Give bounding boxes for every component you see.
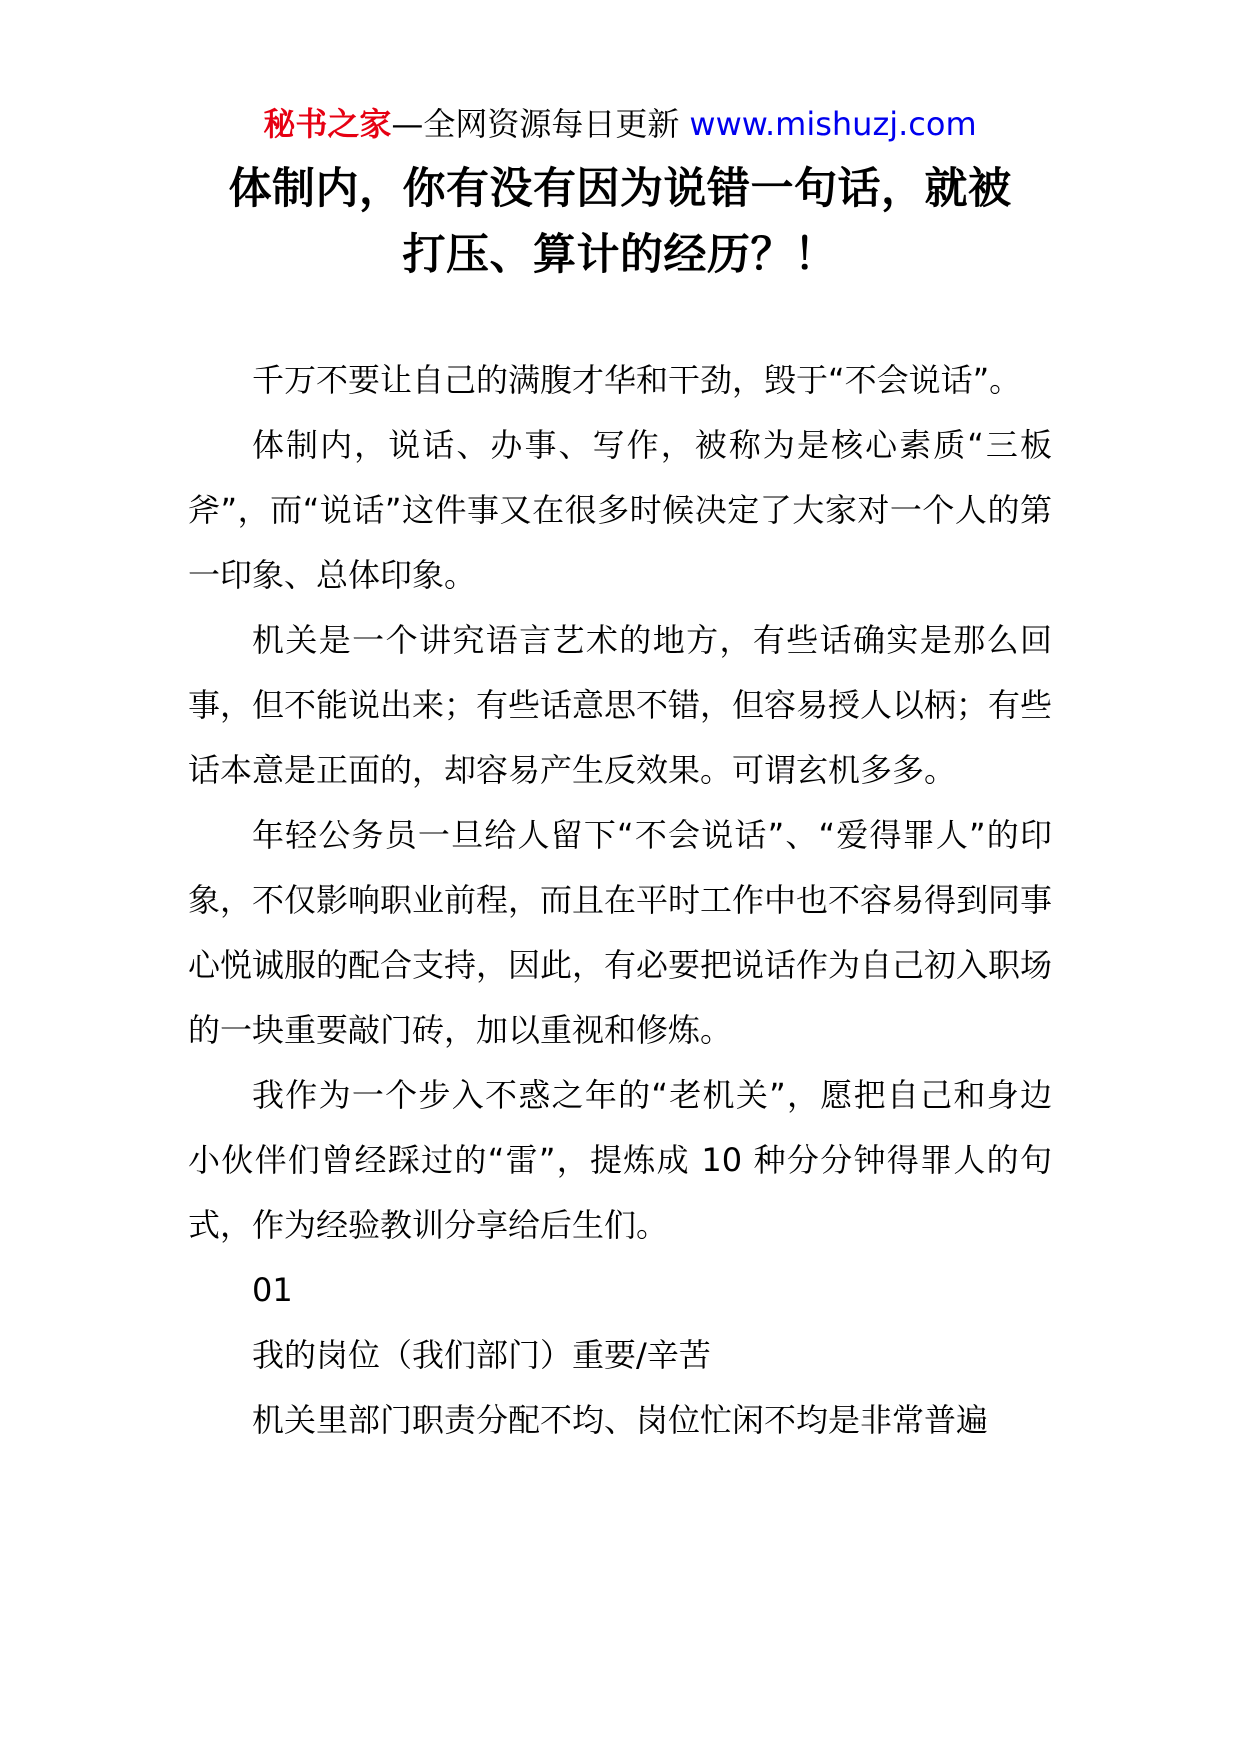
paragraph: 千万不要让自己的满腹才华和干劲，毁于“不会说话”。 <box>252 361 1022 399</box>
article-title <box>188 156 1052 288</box>
paragraph: 体制内，说话、办事、写作，被称为是核心素质“三板斧”，而“说话”这件事又在很多时候决定了大家对一个人的第一印象、总体印象。 <box>188 426 1052 594</box>
paragraph: 机关里部门职责分配不均、岗位忙闲不均是非常普遍 <box>252 1401 989 1439</box>
site-url-link[interactable]: www.mishuzj.com <box>689 105 977 143</box>
section-number: 01 <box>252 1271 293 1309</box>
site-header <box>188 96 1052 152</box>
title-line-1: 体制内，你有没有因为说错一句话，就被 <box>228 164 1012 214</box>
paragraph: 我作为一个步入不惑之年的“老机关”，愿把自己和身边小伙伴们曾经踩过的“雷”，提炼成 10 种分分钟得罪人的句式，作为经验教训分享给后生们。 <box>188 1076 1052 1244</box>
paragraph: 机关是一个讲究语言艺术的地方，有些话确实是那么回事，但不能说出来；有些话意思不错，但容易授人以柄；有些话本意是正面的，却容易产生反效果。可谓玄机多多。 <box>188 621 1053 789</box>
header-tagline: —全网资源每日更新 <box>391 105 680 143</box>
article-body <box>188 348 1052 1453</box>
section-heading: 我的岗位（我们部门）重要/辛苦 <box>252 1336 711 1374</box>
title-line-2: 打压、算计的经历？！ <box>402 230 838 280</box>
document-page <box>188 96 1052 1453</box>
paragraph: 年轻公务员一旦给人留下“不会说话”、“爱得罪人”的印象，不仅影响职业前程，而且在平时工作中也不容易得到同事心悦诚服的配合支持，因此，有必要把说话作为自己初入职场的一块重要敲门砖，加以重视和修炼。 <box>188 816 1053 1049</box>
brand-name[interactable]: 秘书之家 <box>263 105 392 143</box>
